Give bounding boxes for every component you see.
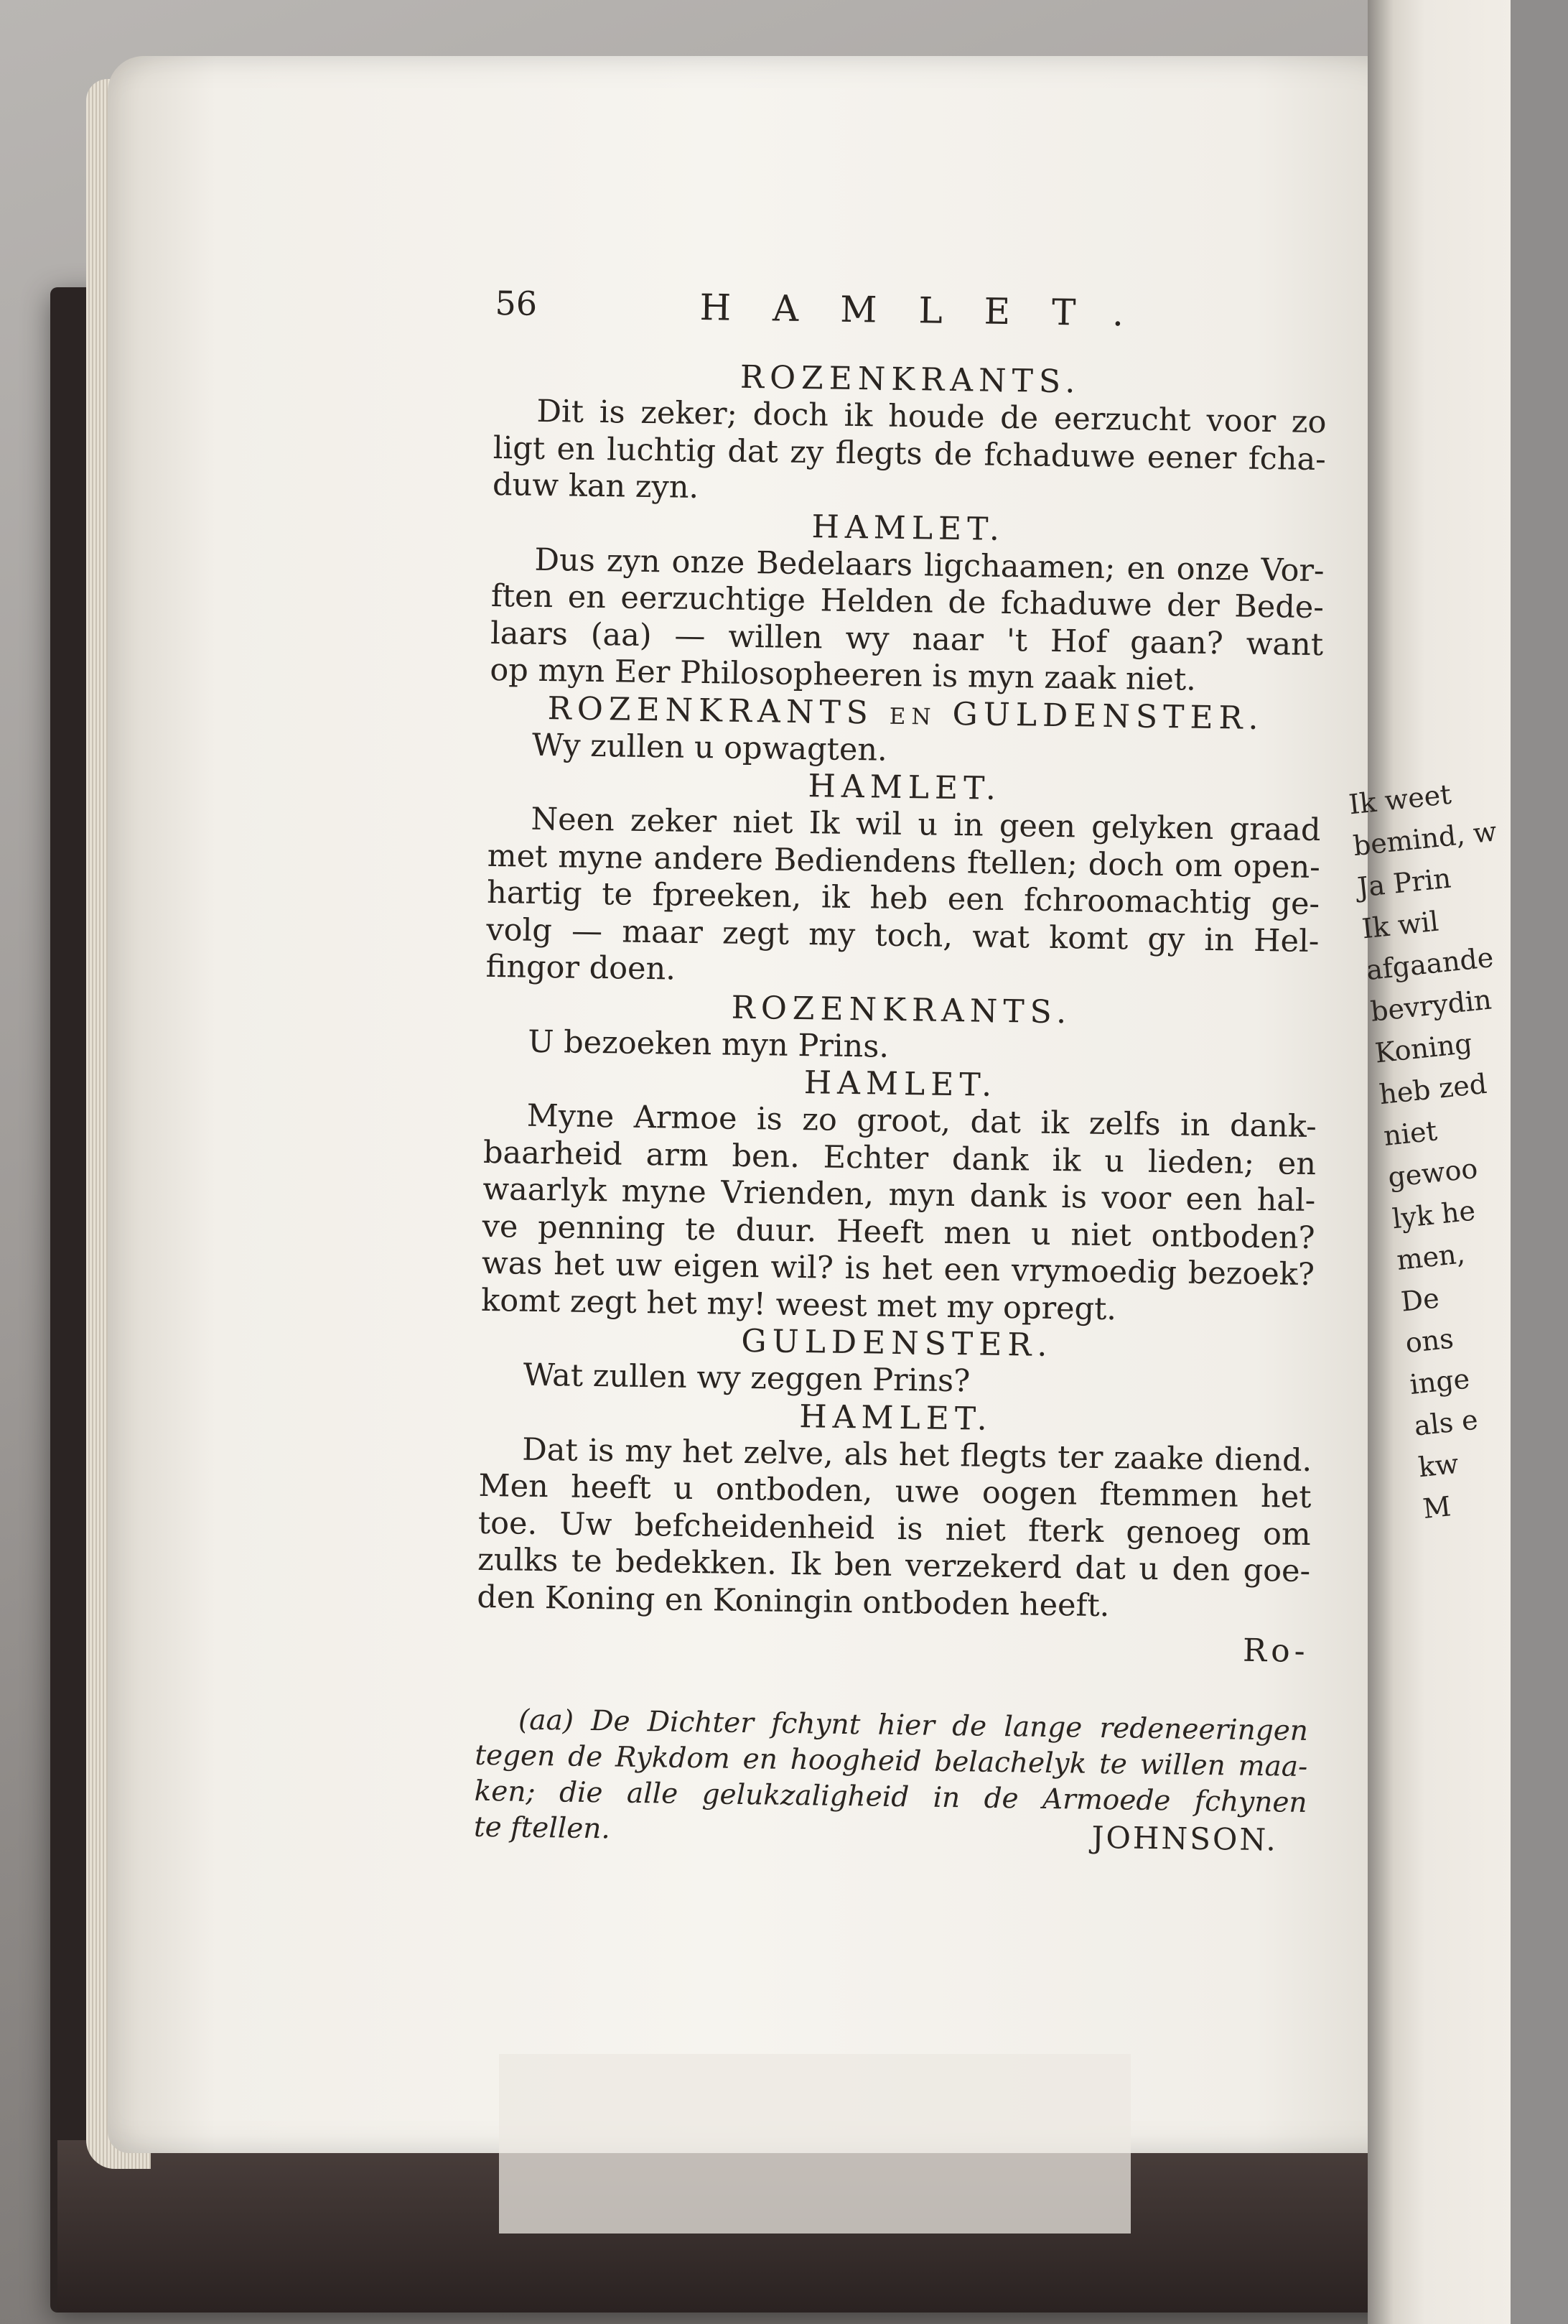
text-line: Men heeft u ontboden, uwe oogen ftemmen het (478, 1467, 1312, 1516)
text-line: volg — maar zegt my toch, wat komt gy in Hel- (486, 911, 1320, 959)
speech-paragraph (477, 1431, 1312, 1627)
text-line: Neen zeker niet Ik wil u in geen gelyken graad (531, 801, 1321, 849)
text-line: duw kan zyn. (492, 466, 699, 506)
facing-page-fragment: gewoo (1386, 1152, 1480, 1194)
facing-page-fragment: De (1399, 1282, 1441, 1318)
text-line: U bezoeken myn Prins. (527, 1023, 890, 1065)
facing-page-fragment: bevrydin (1368, 983, 1493, 1028)
text-line: fingor doen. (485, 948, 676, 987)
text-line: laars (aa) — willen wy naar 't Hof gaan? want (490, 615, 1324, 663)
text-line: ve penning te duur. Heeft men u niet ontboden? (482, 1208, 1315, 1256)
page-header (495, 284, 1328, 367)
text-line: zulks te bedekken. Ik ben verzekerd dat u den goe- (477, 1541, 1311, 1590)
text-line: Wat zullen wy zeggen Prins? (523, 1357, 971, 1400)
speaker-name: ROZENKRANTS. (739, 358, 1081, 401)
footnote-line: tegen de Rykdom en hoogheid belachelyk te willen maa- (475, 1739, 1308, 1783)
facing-page-fragment: als e (1412, 1403, 1480, 1442)
facing-page (1347, 0, 1511, 2324)
facing-page-fragment: lyk he (1391, 1194, 1477, 1235)
speaker-name: HAMLET. (811, 508, 1006, 548)
facing-page-fragment: inge (1408, 1362, 1472, 1401)
redaction-patch (499, 2054, 1131, 2234)
facing-page-fragment: ons (1404, 1322, 1455, 1359)
speaker-name: HAMLET. (798, 1398, 994, 1438)
facing-page-fragment: heb zed (1378, 1067, 1489, 1111)
text-line: komt zegt het my! weest met my opregt. (480, 1282, 1117, 1327)
speech-paragraph (485, 801, 1320, 998)
speaker-name: ROZENKRANTS en GULDENSTER. (547, 689, 1264, 737)
facing-page-fragment: niet (1382, 1115, 1439, 1152)
facing-page-fragment: Ik wil (1360, 905, 1440, 945)
page-text (474, 284, 1328, 1859)
facing-page-fragment: M (1421, 1490, 1453, 1525)
text-line: Myne Armoe is zo groot, dat ik zelfs in dank- (526, 1097, 1317, 1145)
speaker-name: GULDENSTER. (741, 1322, 1053, 1364)
text-line: met myne andere Bediendens ftellen; doch om open- (487, 837, 1321, 886)
running-head: HAMLET. (699, 286, 1166, 335)
text-line: baarheid arm ben. Echter dank ik u lieden; en (482, 1134, 1317, 1182)
text-line: toe. Uw befcheidenheid is niet fterk genoeg om (477, 1505, 1312, 1553)
footnote-line: ken; die alle gelukzaligheid in de Armoede fchynen (474, 1775, 1307, 1819)
footnote-line: (aa) De Dichter fchynt hier de lange redeneeringen (518, 1704, 1309, 1747)
facing-page-fragment: Ik weet (1347, 778, 1453, 821)
play-dialogue (477, 355, 1327, 1627)
text-line: op myn Eer Philosopheeren is myn zaak niet. (490, 651, 1197, 698)
speaker-name: ROZENKRANTS. (731, 989, 1073, 1031)
speech-paragraph (490, 541, 1325, 700)
text-line: Dus zyn onze Bedelaars ligchaamen; en onze Vor- (534, 542, 1325, 589)
facing-page-fragment: Ja Prin (1355, 862, 1452, 903)
page-number: 56 (495, 284, 538, 323)
speech-paragraph (481, 1097, 1317, 1331)
text-line: hartig te fpreeken, ik heb een fchroomachtig ge- (486, 874, 1320, 923)
speaker-name: HAMLET. (803, 1064, 998, 1104)
speaker-name: HAMLET. (808, 768, 1002, 807)
text-line: den Koning en Koningin ontboden heeft. (477, 1579, 1110, 1624)
facing-page-fragment: afgaande (1364, 941, 1495, 987)
facing-page-fragment: Koning (1373, 1027, 1474, 1069)
footnote-author: JOHNSON. (1091, 1819, 1279, 1858)
text-line: Dat is my het zelve, als het flegts ter zaake diend. (521, 1431, 1312, 1479)
footnote-line: te ftellen. (473, 1811, 611, 1846)
facing-page-fragment: kw (1417, 1447, 1460, 1484)
text-line: waarlyk myne Vrienden, myn dank is voor een hal- (482, 1171, 1316, 1219)
text-line: was het uw eigen wil? is het een vrymoedig bezoek? (481, 1245, 1315, 1293)
facing-page-fragment: bemind, w (1351, 815, 1498, 863)
text-line: ligt en luchtig dat zy flegts de fchaduwe eener fcha- (493, 429, 1327, 478)
text-line: Wy zullen u opwagten. (531, 727, 888, 768)
speech-paragraph (493, 393, 1327, 516)
facing-page-text (1347, 771, 1546, 1530)
text-line: ften en eerzuchtige Helden de fchaduwe der Bede- (490, 577, 1325, 626)
text-line: Dit is zeker; doch ik houde de eerzucht voor zo (536, 393, 1327, 441)
facing-page-fragment: men, (1395, 1237, 1467, 1276)
catchword: Ro- (1242, 1632, 1310, 1670)
